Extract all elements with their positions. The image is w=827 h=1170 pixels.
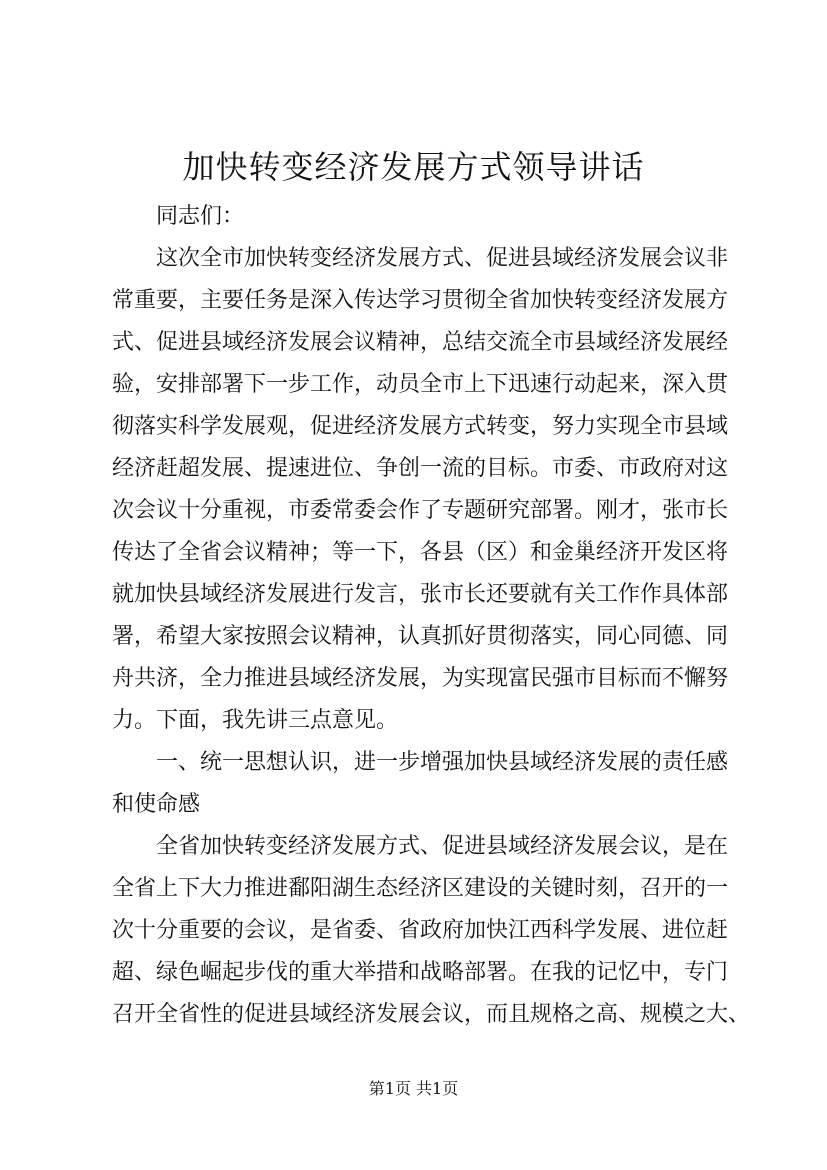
paragraph-2-line-1: 全省加快转变经济发展方式、促进县域经济发展会议，是在 xyxy=(156,834,729,859)
greeting-line: 同志们： xyxy=(156,204,245,229)
section-heading-line-1: 一、统一思想认识，进一步增强加快县域经济发展的责任感 xyxy=(156,750,729,775)
paragraph-1-line-11: 舟共济，全力推进县域经济发展，为实现富民强市目标而不懈努 xyxy=(112,666,729,691)
document-title: 加快转变经济发展方式领导讲话 xyxy=(182,148,645,186)
paragraph-2-line-4: 超、绿色崛起步伐的重大举措和战略部署。在我的记忆中，专门 xyxy=(112,960,729,985)
paragraph-1-line-10: 署，希望大家按照会议精神，认真抓好贯彻落实，同心同德、同 xyxy=(112,624,729,649)
paragraph-1-line-12: 力。下面，我先讲三点意见。 xyxy=(112,708,399,733)
paragraph-1-line-9: 就加快县域经济发展进行发言，张市长还要就有关工作作具体部 xyxy=(112,582,729,607)
paragraph-2-line-2: 全省上下大力推进鄱阳湖生态经济区建设的关键时刻，召开的一 xyxy=(112,876,729,901)
paragraph-2-line-5: 召开全省性的促进县域经济发展会议，而且规格之高、规模之大、 xyxy=(112,1002,751,1027)
paragraph-1-line-4: 验，安排部署下一步工作，动员全市上下迅速行动起来，深入贯 xyxy=(112,372,729,397)
paragraph-1-line-2: 常重要，主要任务是深入传达学习贯彻全省加快转变经济发展方 xyxy=(112,288,729,313)
paragraph-1-line-7: 次会议十分重视，市委常委会作了专题研究部署。刚才，张市长 xyxy=(112,498,729,523)
document-body xyxy=(112,196,751,1036)
section-heading-line-2: 和使命感 xyxy=(112,792,201,817)
paragraph-1-line-1: 这次全市加快转变经济发展方式、促进县域经济发展会议非 xyxy=(156,246,729,271)
page-footer: 第1页 共1页 xyxy=(368,1079,459,1098)
paragraph-1-line-8: 传达了全省会议精神；等一下，各县（区）和金巢经济开发区将 xyxy=(112,540,729,565)
paragraph-2-line-3: 次十分重要的会议，是省委、省政府加快江西科学发展、进位赶 xyxy=(112,918,729,943)
paragraph-1-line-6: 经济赶超发展、提速进位、争创一流的目标。市委、市政府对这 xyxy=(112,456,729,481)
paragraph-1-line-3: 式、促进县域经济发展会议精神，总结交流全市县域经济发展经 xyxy=(112,330,729,355)
paragraph-1-line-5: 彻落实科学发展观，促进经济发展方式转变，努力实现全市县域 xyxy=(112,414,729,439)
